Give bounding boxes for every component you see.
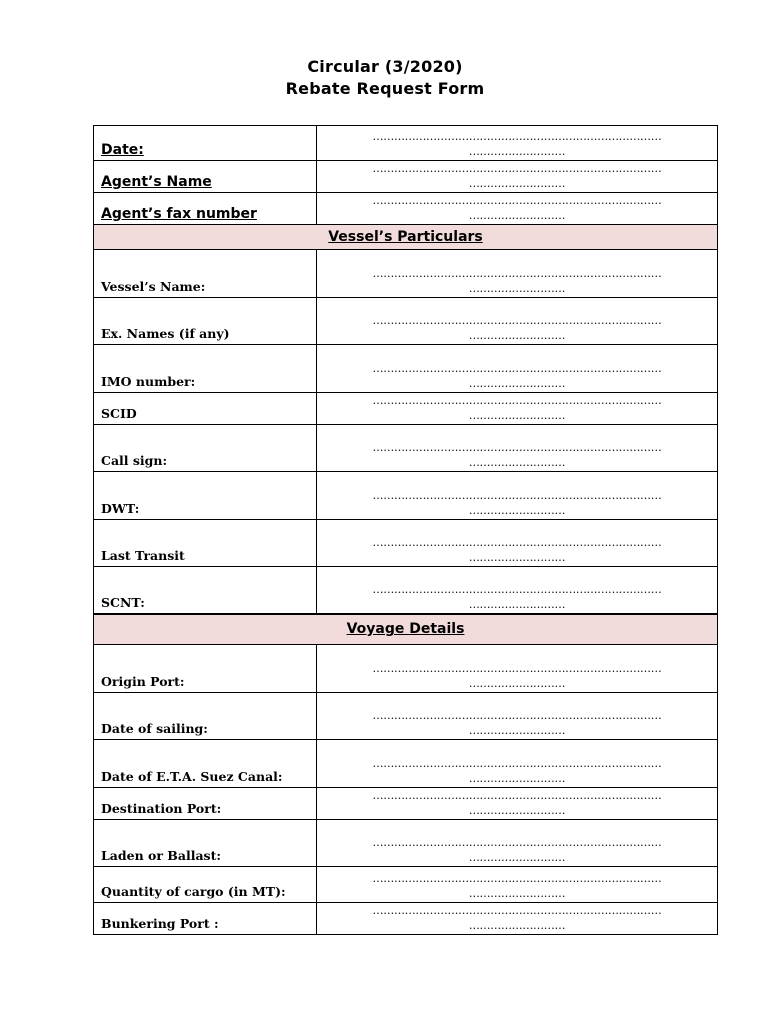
dotted-line: ……………………………………………………………………… [372, 836, 662, 849]
field-label-cell [94, 193, 317, 225]
dotted-line: ……………………………………………………………………… [372, 394, 662, 407]
dotted-line: ……………………… [468, 919, 566, 932]
form-row [94, 193, 718, 225]
form-row [94, 161, 718, 193]
field-label-cell [94, 567, 317, 614]
field-label-origin-port: Origin Port: [101, 674, 185, 689]
field-value-imo-number[interactable] [317, 345, 718, 393]
dotted-line: ……………………………………………………………………… [372, 582, 662, 596]
vessel-particulars-heading: Vessel’s Particulars [94, 225, 718, 250]
dotted-line: ……………………………………………………………………… [372, 757, 662, 770]
field-label-cell [94, 867, 317, 903]
dotted-line: ……………………… [468, 329, 566, 342]
dotted-line: ……………………… [468, 724, 566, 737]
field-label-scnt: SCNT: [101, 594, 145, 610]
dotted-line: ……………………… [468, 851, 566, 864]
form-row [94, 126, 718, 161]
form-row [94, 298, 718, 345]
field-value-quantity-of-cargo-in-mt[interactable] [317, 867, 718, 903]
dotted-line: ……………………… [468, 209, 566, 222]
form-row [94, 903, 718, 935]
field-label-cell [94, 820, 317, 867]
dotted-line: ……………………………………………………………………… [372, 536, 662, 549]
field-label-ex-names-if-any: Ex. Names (if any) [101, 326, 230, 341]
field-label-imo-number: IMO number: [101, 374, 196, 389]
field-value-scid[interactable] [317, 393, 718, 425]
form-row [94, 425, 718, 472]
dotted-line: ……………………… [468, 597, 566, 611]
dotted-line: ……………………………………………………………………… [372, 362, 662, 375]
field-label-cell [94, 693, 317, 740]
field-label-call-sign: Call sign: [101, 453, 168, 468]
dotted-line: ……………………… [468, 145, 566, 158]
field-label-last-transit: Last Transit [101, 548, 185, 563]
dotted-line: ……………………… [468, 177, 566, 190]
field-label-cell [94, 740, 317, 788]
field-value-dwt[interactable] [317, 472, 718, 520]
field-label-cell [94, 250, 317, 298]
dotted-line: ……………………………………………………………………… [372, 789, 662, 802]
form-row [94, 567, 718, 614]
field-label-cell [94, 903, 317, 935]
dotted-line: ……………………………………………………………………… [372, 662, 662, 675]
dotted-line: ……………………………………………………………………… [372, 441, 662, 454]
field-label-cell [94, 472, 317, 520]
field-label-cell [94, 126, 317, 161]
dotted-line: ……………………………………………………………………… [372, 872, 662, 885]
dotted-line: ……………………………………………………………………… [372, 904, 662, 917]
form-row [94, 250, 718, 298]
field-label-date-of-e-t-a-suez-canal: Date of E.T.A. Suez Canal: [101, 769, 283, 784]
dotted-line: ……………………… [468, 677, 566, 690]
field-label-laden-or-ballast: Laden or Ballast: [101, 848, 221, 863]
dotted-line: ……………………… [468, 551, 566, 564]
form-row [94, 788, 718, 820]
dotted-line: ……………………… [468, 804, 566, 817]
dotted-line: ……………………………………………………………………… [372, 162, 662, 175]
voyage-details-heading: Voyage Details [94, 614, 718, 645]
dotted-line: ……………………… [468, 377, 566, 390]
field-label-agent-s-fax-number: Agent’s fax number [101, 206, 257, 222]
form-row [94, 820, 718, 867]
field-label-destination-port: Destination Port: [101, 801, 222, 816]
dotted-line: ……………………………………………………………………… [372, 489, 662, 502]
field-value-date-of-sailing[interactable] [317, 693, 718, 740]
field-label-bunkering-port: Bunkering Port : [101, 916, 219, 931]
form-row [94, 867, 718, 903]
form-title [0, 56, 770, 100]
field-label-vessel-s-name: Vessel’s Name: [101, 279, 206, 294]
form-row [94, 472, 718, 520]
dotted-line: ……………………… [468, 456, 566, 469]
field-label-cell [94, 788, 317, 820]
field-value-origin-port[interactable] [317, 645, 718, 693]
field-value-laden-or-ballast[interactable] [317, 820, 718, 867]
field-value-date-of-e-t-a-suez-canal[interactable] [317, 740, 718, 788]
field-value-bunkering-port[interactable] [317, 903, 718, 935]
dotted-line: ……………………… [468, 887, 566, 900]
dotted-line: ……………………………………………………………………… [372, 130, 662, 143]
field-label-cell [94, 161, 317, 193]
form-row [94, 645, 718, 693]
dotted-line: ……………………………………………………………………… [372, 267, 662, 280]
field-label-cell [94, 645, 317, 693]
field-label-date-of-sailing: Date of sailing: [101, 721, 208, 736]
field-value-agent-s-fax-number[interactable] [317, 193, 718, 225]
vessel-particulars-header-row [94, 225, 718, 250]
field-label-cell [94, 425, 317, 472]
circular-number: Circular (3/2020) [307, 57, 463, 76]
form-row [94, 740, 718, 788]
dotted-line: ……………………………………………………………………… [372, 194, 662, 207]
field-value-date[interactable] [317, 126, 718, 161]
dotted-line: ……………………………………………………………………… [372, 314, 662, 327]
form-row [94, 520, 718, 567]
field-label-quantity-of-cargo-in-mt: Quantity of cargo (in MT): [101, 884, 286, 899]
dotted-line: ……………………… [468, 504, 566, 517]
field-label-cell [94, 345, 317, 393]
field-value-scnt[interactable] [317, 567, 718, 614]
dotted-line: ……………………… [468, 409, 566, 422]
rebate-request-table [93, 125, 718, 935]
form-name: Rebate Request Form [285, 79, 485, 98]
field-value-ex-names-if-any[interactable] [317, 298, 718, 345]
form-row [94, 393, 718, 425]
field-label-cell [94, 393, 317, 425]
field-value-call-sign[interactable] [317, 425, 718, 472]
voyage-details-header-row [94, 614, 718, 645]
dotted-line: ……………………… [468, 282, 566, 295]
field-label-agent-s-name: Agent’s Name [101, 174, 212, 190]
field-value-destination-port[interactable] [317, 788, 718, 820]
field-value-agent-s-name[interactable] [317, 161, 718, 193]
field-label-date: Date: [101, 142, 144, 158]
form-row [94, 345, 718, 393]
field-label-scid: SCID [101, 406, 137, 421]
field-value-last-transit[interactable] [317, 520, 718, 567]
form-row [94, 693, 718, 740]
dotted-line: ……………………… [468, 772, 566, 785]
field-label-cell [94, 298, 317, 345]
dotted-line: ……………………………………………………………………… [372, 709, 662, 722]
field-label-cell [94, 520, 317, 567]
field-value-vessel-s-name[interactable] [317, 250, 718, 298]
field-label-dwt: DWT: [101, 501, 140, 516]
